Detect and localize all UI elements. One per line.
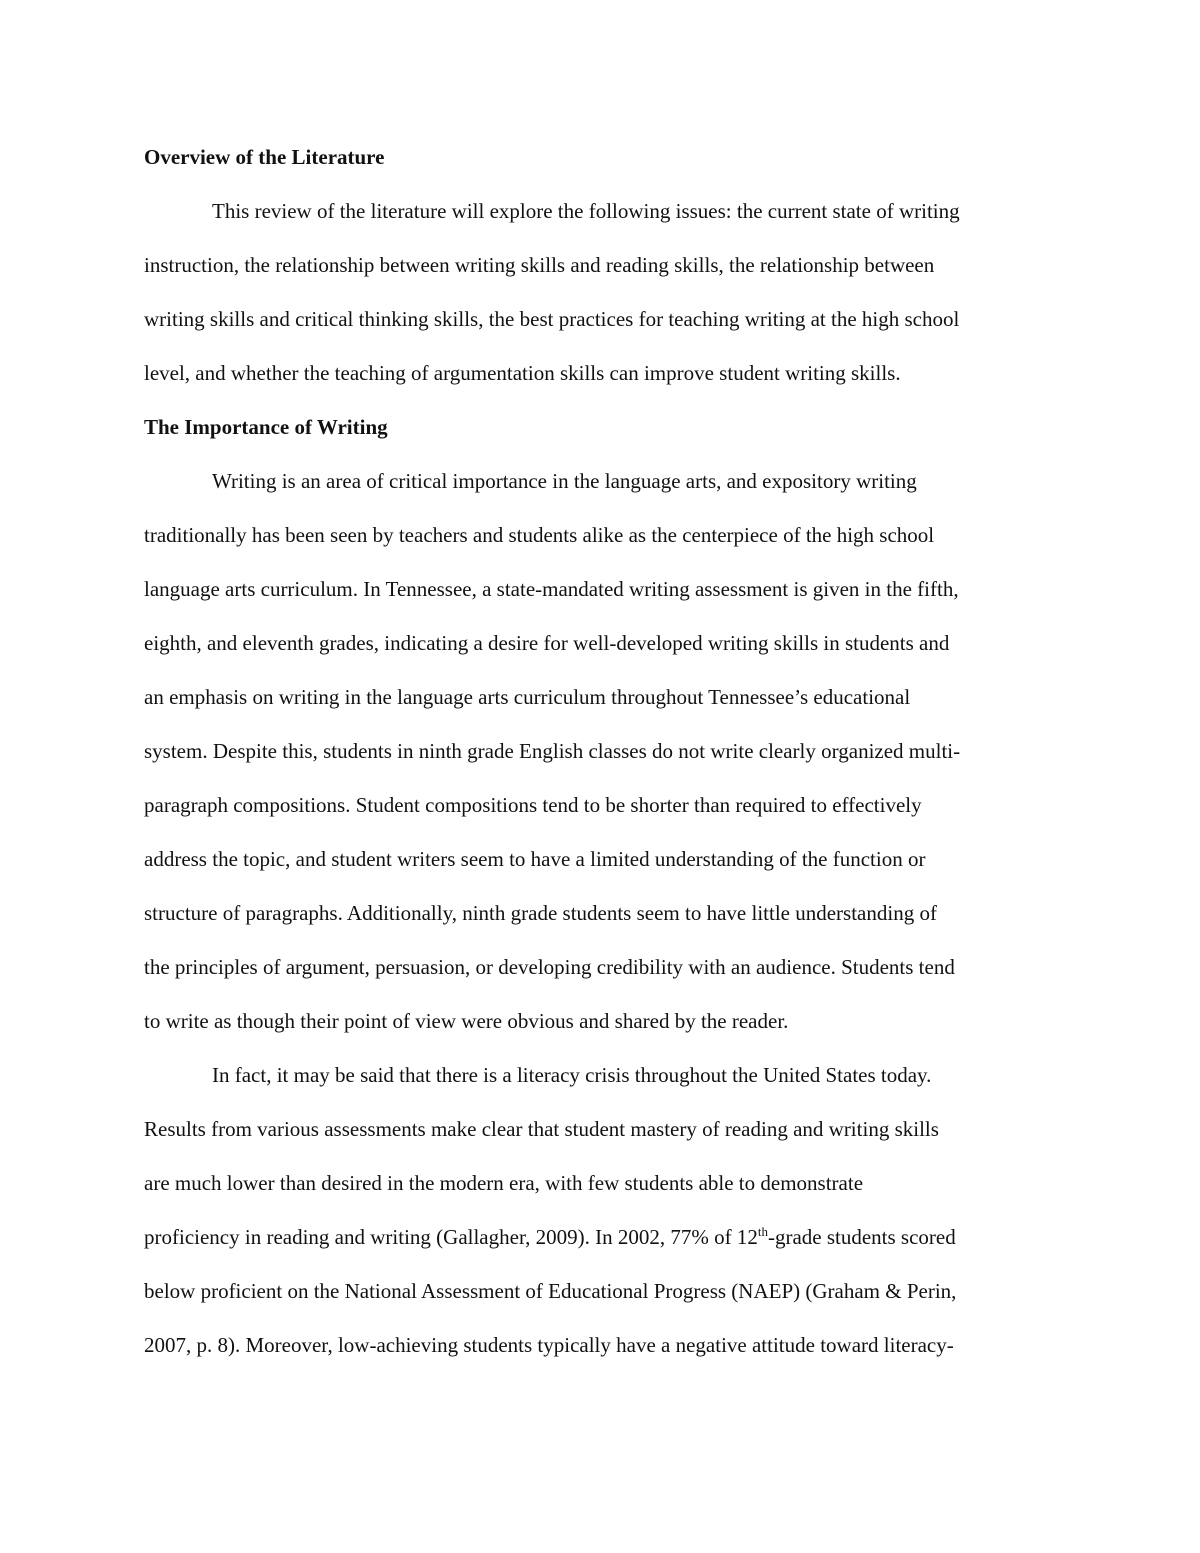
paragraph-line: level, and whether the teaching of argumentation skills can improve student writing skills. — [144, 361, 901, 385]
paragraph-line: paragraph compositions. Student compositions tend to be shorter than required to effectively — [144, 793, 922, 817]
ordinal-superscript: th — [757, 1224, 768, 1239]
section-heading-importance: The Importance of Writing — [144, 415, 388, 439]
line-text-after: -grade students scored — [767, 1225, 956, 1249]
paragraph-line: structure of paragraphs. Additionally, ninth grade students seem to have little understanding of — [144, 901, 937, 925]
paragraph-line: an emphasis on writing in the language arts curriculum throughout Tennessee’s educational — [144, 685, 911, 709]
paragraph-line-with-superscript — [144, 1224, 956, 1250]
paragraph-line: writing skills and critical thinking skills, the best practices for teaching writing at the high school — [144, 307, 960, 331]
paragraph-line: Results from various assessments make clear that student mastery of reading and writing skills — [144, 1117, 939, 1141]
paragraph-line: address the topic, and student writers seem to have a limited understanding of the function or — [144, 847, 926, 871]
paragraph-line: language arts curriculum. In Tennessee, a state-mandated writing assessment is given in the fifth, — [144, 577, 959, 601]
paragraph-line: are much lower than desired in the modern era, with few students able to demonstrate — [144, 1171, 864, 1195]
paragraph-line: This review of the literature will explore the following issues: the current state of writing — [212, 199, 960, 223]
paragraph-line: to write as though their point of view were obvious and shared by the reader. — [144, 1009, 789, 1033]
paragraph-line: In fact, it may be said that there is a literacy crisis throughout the United States today. — [212, 1063, 932, 1087]
paragraph-line: Writing is an area of critical importance in the language arts, and expository writing — [212, 469, 917, 493]
paragraph-line: below proficient on the National Assessment of Educational Progress (NAEP) (Graham & Perin, — [144, 1279, 957, 1303]
paragraph-line: traditionally has been seen by teachers and students alike as the centerpiece of the high school — [144, 523, 935, 547]
line-text-before: proficiency in reading and writing (Gallagher, 2009). In 2002, 77% of 12 — [144, 1225, 758, 1249]
paragraph-line: the principles of argument, persuasion, or developing credibility with an audience. Students tend — [144, 955, 955, 979]
paragraph-line: system. Despite this, students in ninth grade English classes do not write clearly organized multi- — [144, 739, 961, 763]
paragraph-line: 2007, p. 8). Moreover, low-achieving students typically have a negative attitude toward literacy- — [144, 1333, 954, 1357]
paragraph-line: instruction, the relationship between writing skills and reading skills, the relationship between — [144, 253, 935, 277]
paragraph-line: eighth, and eleventh grades, indicating a desire for well-developed writing skills in students and — [144, 631, 950, 655]
section-heading-overview: Overview of the Literature — [144, 145, 385, 169]
